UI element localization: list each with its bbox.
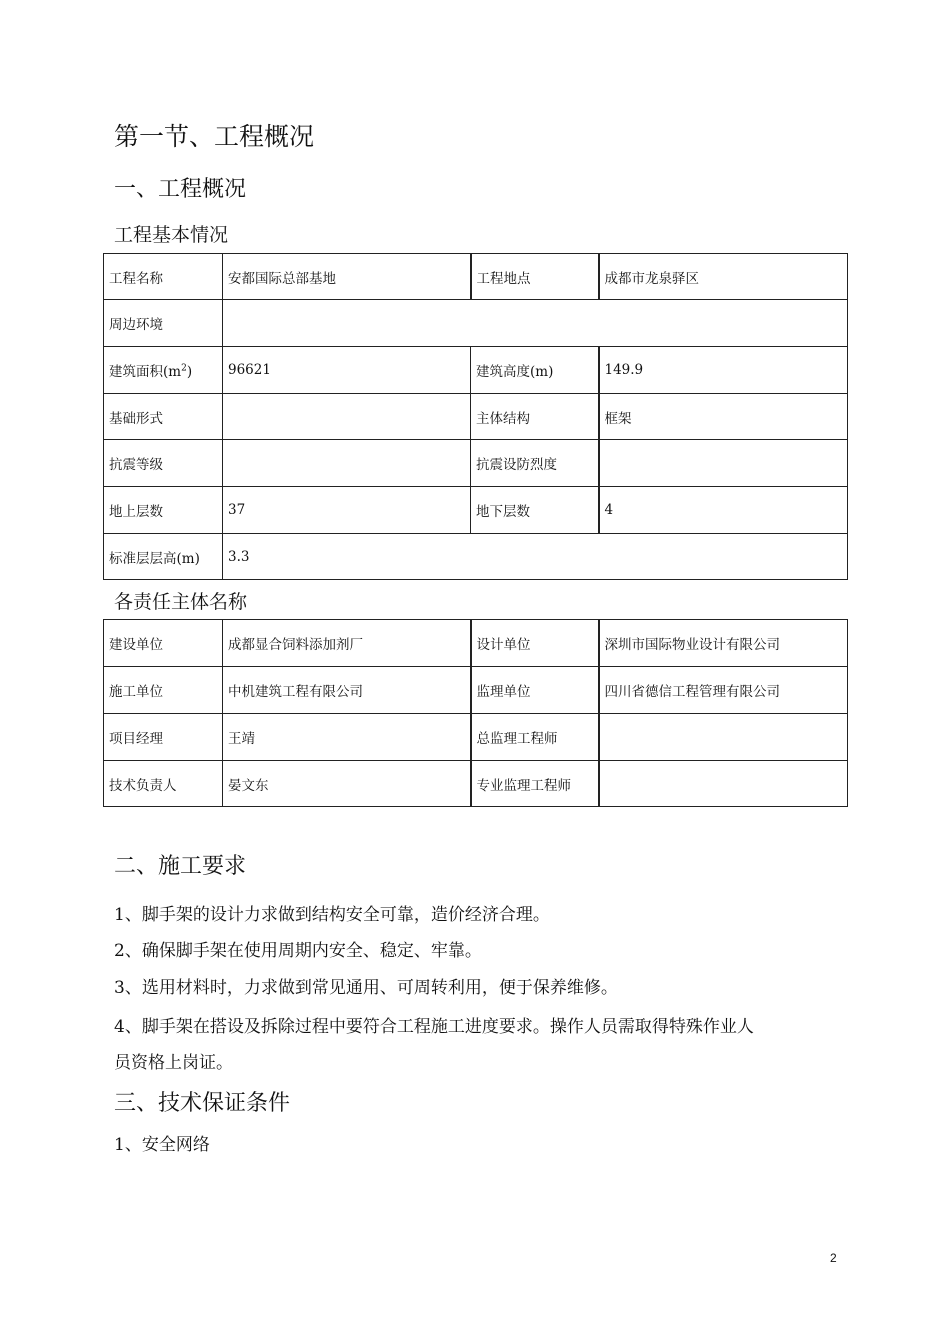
table-row <box>104 620 848 667</box>
table-cell <box>223 394 471 440</box>
area-label-close: ) <box>186 364 193 380</box>
table-row <box>104 394 848 440</box>
area-label-sup: 2 <box>181 363 187 374</box>
table-row <box>104 667 848 714</box>
table-cell: 建筑高度(m) <box>471 347 599 394</box>
table-cell <box>223 440 471 487</box>
table-row <box>104 714 848 761</box>
table-cell-area-label <box>104 347 223 394</box>
basic-info-table <box>103 253 848 580</box>
table-cell: 王靖 <box>223 714 471 761</box>
table-cell <box>599 761 848 807</box>
table-cell: 基础形式 <box>104 394 223 440</box>
table-cell: 建设单位 <box>104 620 223 667</box>
tech-item: 1、安全网络 <box>114 1135 210 1155</box>
table-cell: 框架 <box>599 394 848 440</box>
area-label-text: 建筑面积(m <box>109 364 182 380</box>
table-cell: 安都国际总部基地 <box>223 254 471 300</box>
table-cell: 149.9 <box>599 347 848 394</box>
requirement-item: 1、脚手架的设计力求做到结构安全可靠，造价经济合理。 <box>114 905 550 925</box>
page-number: 2 <box>830 1251 837 1265</box>
requirement-item-continued: 员资格上岗证。 <box>114 1053 233 1073</box>
table-cell: 37 <box>223 487 471 534</box>
heading-overview: 一、工程概况 <box>114 177 247 202</box>
table-cell: 标准层层高(m) <box>104 534 223 580</box>
parties-caption: 各责任主体名称 <box>114 591 248 613</box>
table-cell: 项目经理 <box>104 714 223 761</box>
table-cell: 总监理工程师 <box>471 714 599 761</box>
table-cell: 周边环境 <box>104 300 223 347</box>
table-cell <box>599 440 848 487</box>
table-cell: 抗震设防烈度 <box>471 440 599 487</box>
table-cell: 工程地点 <box>471 254 599 300</box>
requirement-item: 3、选用材料时，力求做到常见通用、可周转利用，便于保养维修。 <box>114 978 618 998</box>
table-cell: 监理单位 <box>471 667 599 714</box>
parties-table <box>103 619 848 807</box>
table-cell: 深圳市国际物业设计有限公司 <box>599 620 848 667</box>
requirement-item: 4、脚手架在搭设及拆除过程中要符合工程施工进度要求。操作人员需取得特殊作业人 <box>114 1017 754 1037</box>
table-cell: 技术负责人 <box>104 761 223 807</box>
table-cell <box>223 300 848 347</box>
requirement-item: 2、确保脚手架在使用周期内安全、稳定、牢靠。 <box>114 941 482 961</box>
table-cell <box>599 714 848 761</box>
table-cell: 4 <box>599 487 848 534</box>
table-cell: 成都显合饲料添加剂厂 <box>223 620 471 667</box>
basic-info-caption: 工程基本情况 <box>114 224 229 246</box>
table-cell: 成都市龙泉驿区 <box>599 254 848 300</box>
table-cell: 四川省德信工程管理有限公司 <box>599 667 848 714</box>
table-row <box>104 254 848 300</box>
table-cell: 设计单位 <box>471 620 599 667</box>
table-row <box>104 487 848 534</box>
table-cell: 中机建筑工程有限公司 <box>223 667 471 714</box>
table-row <box>104 761 848 807</box>
table-cell: 地上层数 <box>104 487 223 534</box>
table-row <box>104 534 848 580</box>
table-row <box>104 440 848 487</box>
table-cell: 专业监理工程师 <box>471 761 599 807</box>
table-row <box>104 300 848 347</box>
table-cell: 地下层数 <box>471 487 599 534</box>
heading-requirements: 二、施工要求 <box>114 854 247 879</box>
table-cell: 晏文东 <box>223 761 471 807</box>
table-cell: 96621 <box>223 347 471 394</box>
section-title: 第一节、工程概况 <box>114 122 315 151</box>
table-row <box>104 347 848 394</box>
table-cell: 主体结构 <box>471 394 599 440</box>
table-cell: 工程名称 <box>104 254 223 300</box>
table-cell: 3.3 <box>223 534 848 580</box>
heading-tech: 三、技术保证条件 <box>114 1091 291 1116</box>
table-cell: 抗震等级 <box>104 440 223 487</box>
table-cell: 施工单位 <box>104 667 223 714</box>
